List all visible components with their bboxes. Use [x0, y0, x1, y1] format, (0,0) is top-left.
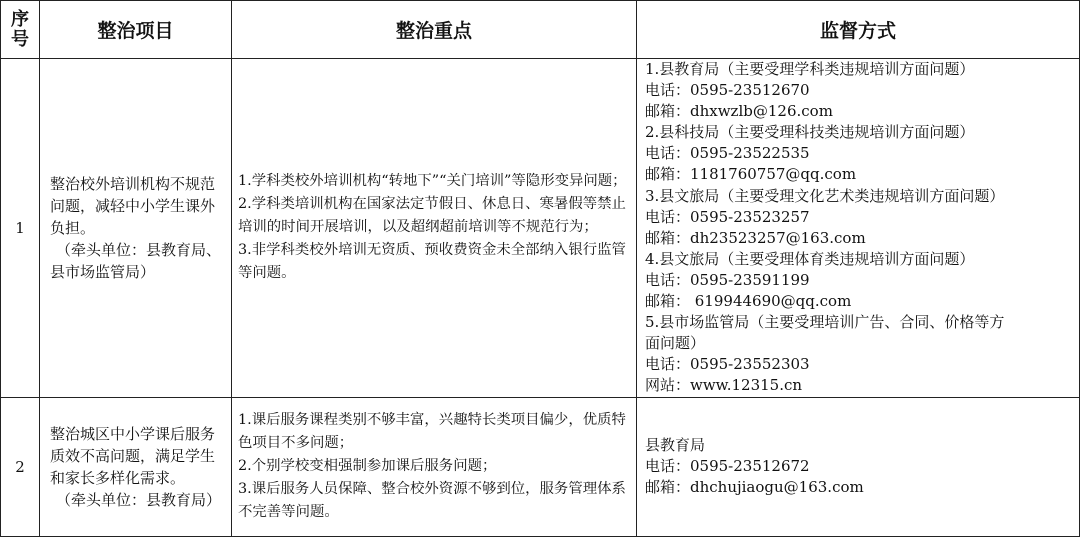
supervision-line: 电话：0595-23591199 — [645, 270, 810, 289]
supervision-line: 电话：0595-23512672 — [645, 456, 810, 475]
supervision-line: 邮箱： 619944690@qq.com — [645, 292, 852, 311]
supervision-line: 县教育局 — [645, 435, 706, 454]
row-focus — [232, 397, 637, 536]
row-supervision — [637, 59, 1080, 398]
supervision-line: 网站：www.12315.cn — [645, 376, 803, 395]
header-focus: 整治重点 — [232, 1, 637, 59]
supervision-line: 4.县文旅局（主要受理体育类违规培训方面问题） — [645, 249, 975, 268]
focus-point: 3.课后服务人员保障、整合校外资源不够到位，服务管理体系不完善等问题。 — [238, 481, 626, 520]
header-supervision: 监督方式 — [637, 1, 1080, 59]
row-number: 2 — [1, 397, 40, 536]
focus-point: 2.学科类培训机构在国家法定节假日、休息日、寒暑假等禁止培训的时间开展培训，以及超纲超前培训等不规范行为； — [238, 196, 626, 236]
focus-point: 1.学科类校外培训机构“转地下”“关门培训”等隐形变异问题； — [238, 173, 627, 190]
supervision-line: 邮箱：dhxwzlb@126.com — [645, 102, 833, 121]
supervision-line: 电话：0595-23523257 — [645, 207, 810, 226]
header-item: 整治项目 — [40, 1, 232, 59]
focus-point: 3.非学科类校外培训无资质、预收费资金未全部纳入银行监管等问题。 — [238, 242, 626, 282]
supervision-line: 电话：0595-23552303 — [645, 355, 810, 374]
supervision-line: 2.县科技局（主要受理科技类违规培训方面问题） — [645, 123, 975, 142]
item-text: 整治校外培训机构不规范问题，减轻中小学生课外负担。 — [50, 174, 216, 237]
row-number: 1 — [1, 59, 40, 398]
row-item — [40, 397, 232, 536]
supervision-line: 邮箱：dh23523257@163.com — [645, 228, 866, 247]
supervision-line: 邮箱：1181760757@qq.com — [645, 165, 857, 184]
row-supervision — [637, 397, 1080, 536]
focus-point: 2.个别学校变相强制参加课后服务问题； — [238, 458, 497, 474]
supervision-line: 面问题） — [645, 334, 706, 353]
table-row — [1, 397, 1080, 536]
lead-unit: （牵头单位：县教育局） — [56, 490, 222, 509]
supervision-line: 3.县文旅局（主要受理文化艺术类违规培训方面问题） — [645, 186, 1005, 205]
table-row — [1, 59, 1080, 398]
header-row — [1, 1, 1080, 59]
supervision-line: 电话：0595-23522535 — [645, 144, 810, 163]
supervision-line: 邮箱：dhchujiaogu@163.com — [645, 478, 864, 497]
supervision-line: 电话：0595-23512670 — [645, 81, 810, 100]
row-item — [40, 59, 232, 398]
lead-unit: （牵头单位：县教育局、县市场监管局） — [50, 240, 222, 281]
focus-point: 1.课后服务课程类别不够丰富，兴趣特长类项目偏少，优质特色项目不多问题； — [238, 412, 626, 451]
header-seq-line2: 号 — [11, 28, 29, 50]
item-text: 整治城区中小学课后服务质效不高问题，满足学生和家长多样化需求。 — [50, 424, 216, 487]
row-focus — [232, 59, 637, 398]
supervision-line: 5.县市场监管局（主要受理培训广告、合同、价格等方 — [645, 313, 1005, 332]
supervision-line: 1.县教育局（主要受理学科类违规培训方面问题） — [645, 60, 975, 78]
header-seq — [1, 1, 40, 59]
header-seq-line1: 序 — [11, 8, 29, 30]
